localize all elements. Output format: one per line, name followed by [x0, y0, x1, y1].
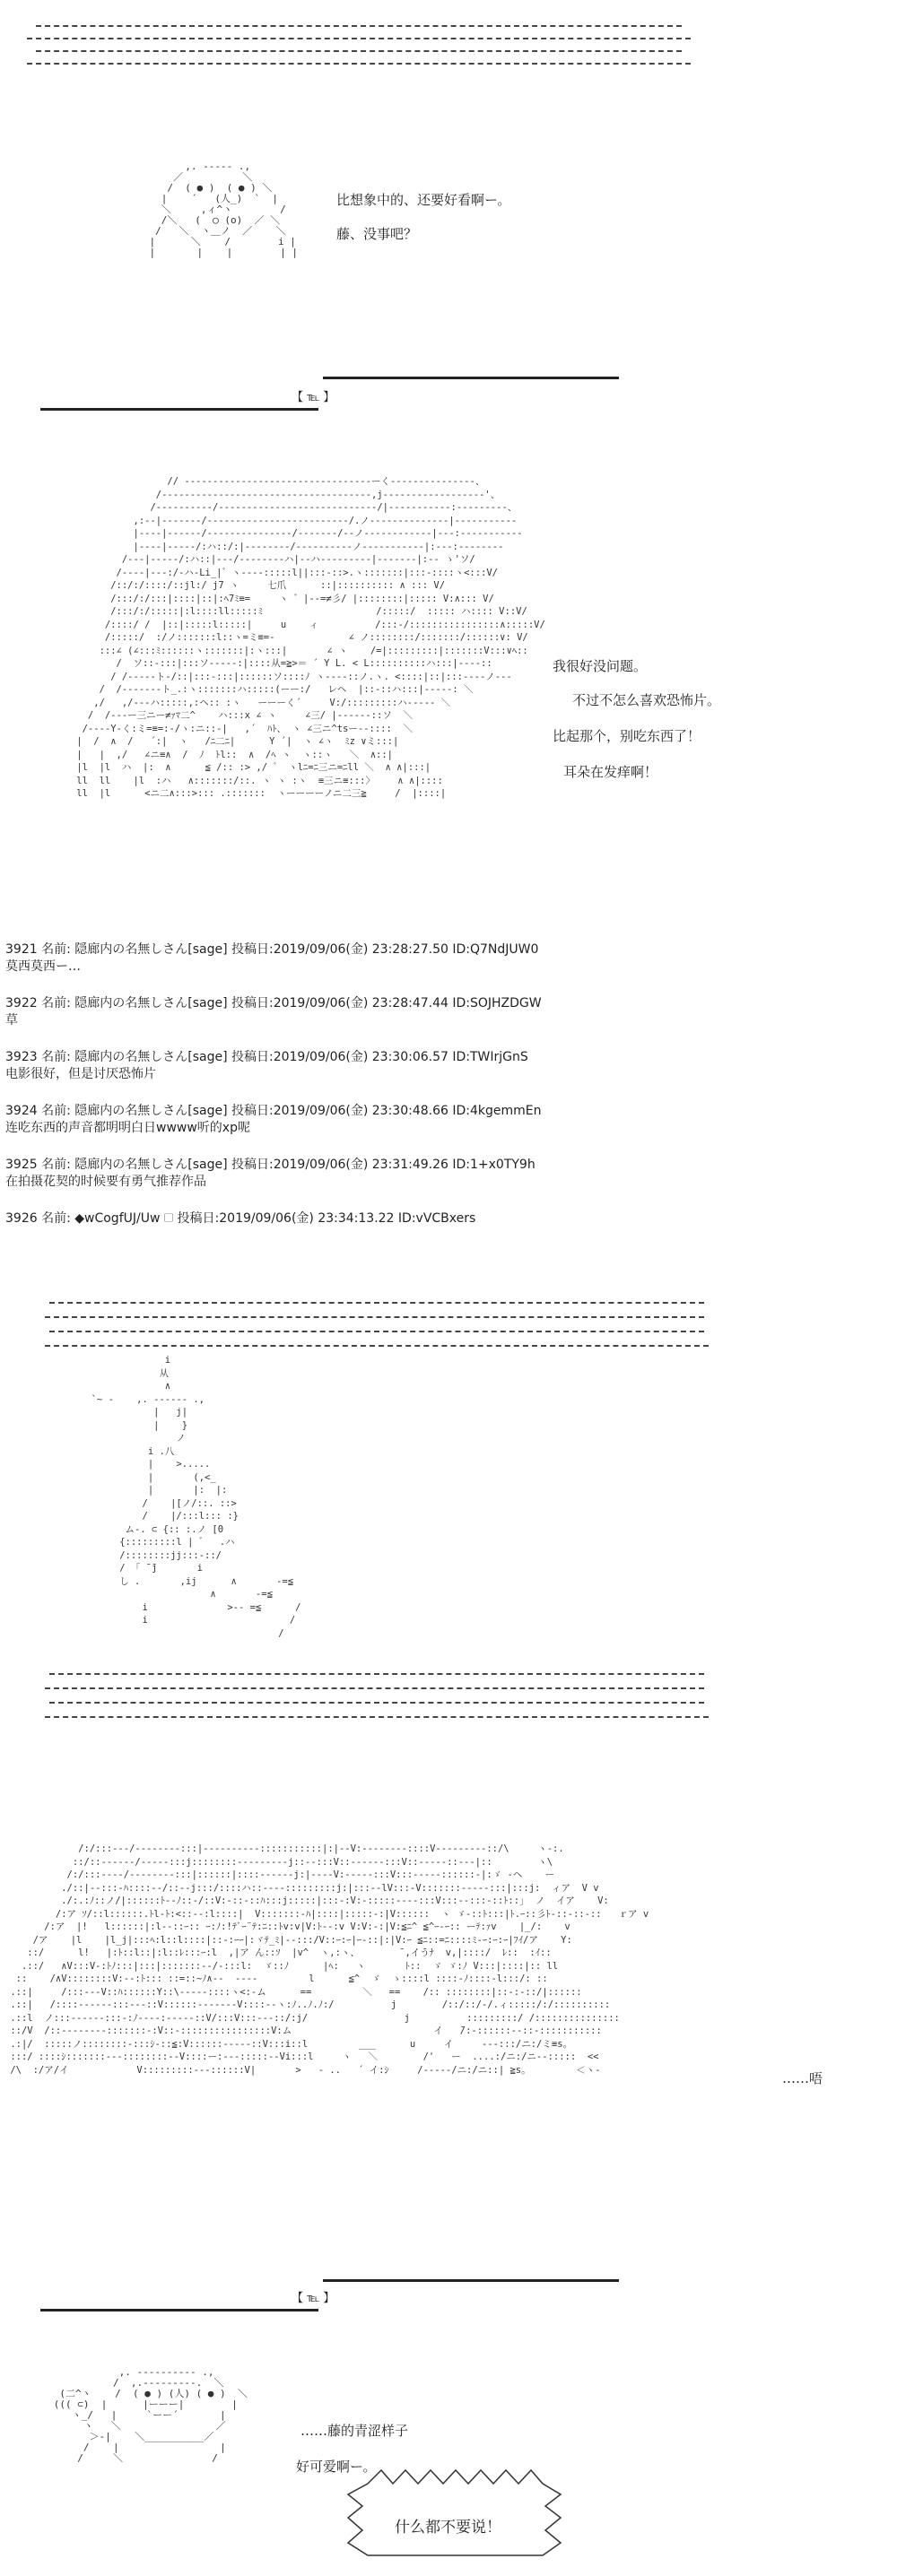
ascii-art-character-face-2: ,. ---------- ., / ,.---------. ＼ (二^ヽ / ( ● ) (人) ( ● ) ＼ ((( ⊂) | |ーーー| | ヽ_/ | `ーー´ | ヽ ＼ ／ ＞-| ＼__________／ / | | / ＼ / [53, 2366, 248, 2464]
dialog-scene2-line4: 耳朵在发痒啊！ [563, 764, 658, 780]
dialog-scene5-line1: ……藤的青涩样子 [300, 2423, 409, 2439]
dialog-scene2-line1: 我很好没问题。 [553, 658, 648, 674]
dialog-scene1-line1: 比想象中的、还要好看啊ー。 [336, 192, 511, 208]
tel-label-1: 【 ℡ 】 [292, 391, 335, 404]
post-header: 3926 名前: ◆wCogfUJ/Uw 🗆 投稿日:2019/09/06(金) 23:34:13.22 ID:vVCBxers [5, 1211, 476, 1226]
post-3924 [5, 1103, 542, 1137]
post-body: 连吃东西的声音都明明白日wwww听的xp呢 [5, 1121, 250, 1135]
ascii-art-standing-figure: i 从 ∧ `~ - ,. ------ ., | j| | } ノ i .八 | >..... | (,<_ | |: |: / |[ノ/::. ::> / |/:::l::: :} ム-. ⊂ {:: :.ノ [0 {:::::::::l | ゛ .ハ /::::::::jj:::-::/ / 「 ̄ ̄j i し . ,ij ∧ -=≦ ∧ -=≦ i >-- =≦ / i / / [91, 1355, 301, 1639]
shout-bubble-text: 什么都不要说！ [395, 2519, 501, 2537]
dialog-scene2-line2: 不过不怎么喜欢恐怖片。 [572, 692, 721, 708]
post-3921 [5, 941, 538, 976]
post-body: 在拍摄花契的时候要有勇气推荐作品 [5, 1175, 206, 1189]
post-header: 3921 名前: 隠廊内の名無しさん[sage] 投稿日:2019/09/06(金) 23:28:27.50 ID:Q7NdJUW0 [5, 942, 539, 957]
post-3923 [5, 1049, 528, 1083]
ascii-art-character-face-1: ,. ----- ., ／ ＼ / ( ● ) ( ● ) ＼ | ´ (人_) ` | ＼ ,ィ^ヽ / /＼ ( ◯ (o) ／ ＼ / ＼ ヽ＿ノ ／ ＼ | ＼ / i | | | | | | [149, 160, 299, 258]
ascii-art-character-scene2: // ---------------------------------ーく---------------、 /-------------------------------------,j------------------'、 /----------/----------------------------/|-----------:---------、 ,:--|-------/-------------------------/.ノ--------------|----------- |----|------/---------------/-------/--ノ------------|---:----------- |----|-----/:ハ::/:|--------/----------ノ-----------|:---:-------- /---|-----/:ハ::|---/--------ハ|--ハ---------|-------|:-- ゝ'ソ/ /----|---:/-ハ-Li_|゛ヽ----:::::l||:::-::>.ヽ:::::::|:::-::::ヽ<:::V/ /::/:/::::/::jl:/ j7 ヽ 七爪 ::|:::::::::: ∧ ::: V/ /:::/:/:::|::::|::|:ﾍ7ﾐ≡= ヽ ゛|--=≠彡/ |::::::::|::::: V:∧::: V/ /:::/:/:::::|:l::::ll:::::ﾐ /:::::/ ::::: ハ:::: V::V/ /::::/ / |::|:::::l:::::| u ィ /:::-/::::::::::::::::∧:::::V/ /:::::/ :/ノ:::::::l::ヽ=ミ≡=- ∠ ノ::::::::/:::::::/::::::∨: V/ :::∠ (∠:::ﾐ::::::ヽ:::::::|:ヽ:::| ∠ ヽ /=|:::::::::|:::::::V:::∨ﾍ:: / ソ::-:::|:::ソ-----:|::::从=≧>＝ ´ Y L. < L::::::::::ハ:::|----:: / /-----ト-/::|:::-:::|::::::ソ::::ﾉ ヽ----::ノ.ヽ. <::::|::|:::----ノ--- / /-------ト_.:ヽ:::::::ハ:::::(ーー:/ レヘ |::-::ハ:::|-----: ＼ ,/ ,/---ハ:::::,:ヘ:: :ヽ ーーーく´ V:/:::::::::ハ----- ＼ / /---ー三ニー≠ｧﾏ二^ ハ:::x ∠ ヽ ∠三/ |------::ソ ＼ /----Y-く:ミ=≡=:-/ヽ:ニ::-| ,´ ﾊﾄ、 ヽ ∠三ニ^tsー--:::: ＼ | / ∧ / ´:| ヽ /ﾆ二ﾆ| Y ´| ヽ ∠ヽ ﾐz ∨ミ:::| | | ,/ ∠ニ≡∧ / ﾉ ﾄl:: ∧ /ﾍ ヽ ヽ::ヽ ＼ ∧::| |l |l ハ |: ∧ ≦ /:: :> ,/ ゛ ヽlﾆ=ﾆ三ニ=ﾆll ＼ ∧ ∧|:::| ll ll |l :ハ ∧:::::::/::. ヽ ヽ :ヽ ≡三ニ≡:::〉 ∧ ∧|:::: ll |l <ニ二∧:::>::: .::::::: ヽーーーーノニ二三≧ / |::::| [76, 476, 545, 799]
post-body: 电影很好，但是讨厌恐怖片 [5, 1067, 156, 1081]
post-3922 [5, 995, 542, 1029]
post-header: 3924 名前: 隠廊内の名無しさん[sage] 投稿日:2019/09/06(金) 23:30:48.66 ID:4kgemmEn [5, 1104, 542, 1118]
dialog-scene4-line1: ……唔 [782, 2070, 823, 2086]
post-3925 [5, 1157, 536, 1191]
post-header: 3925 名前: 隠廊内の名無しさん[sage] 投稿日:2019/09/06(金) 23:31:49.26 ID:1+x0TY9h [5, 1158, 536, 1172]
post-body: 草 [5, 1013, 18, 1028]
post-3926 [5, 1210, 475, 1227]
shout-bubble [341, 2466, 565, 2564]
post-body: 莫西莫西ー… [5, 959, 81, 974]
dialog-scene2-line3: 比起那个，别吃东西了！ [553, 728, 701, 744]
post-header: 3922 名前: 隠廊内の名無しさん[sage] 投稿日:2019/09/06(金) 23:28:47.44 ID:SOJHZDGW [5, 996, 542, 1010]
dialog-scene1-line2: 藤、没事吧？ [336, 226, 418, 242]
tel-label-2: 【 ℡ 】 [292, 2292, 335, 2305]
dialog-scene5-line2: 好可爱啊ー。 [296, 2459, 377, 2475]
post-header: 3923 名前: 隠廊内の名無しさん[sage] 投稿日:2019/09/06(金) 23:30:06.57 ID:TWIrjGnS [5, 1050, 528, 1064]
ascii-art-character-scene4: /:/:::---/--------:::|----------:::::::::::|:|--V:--------::::V---------::/\ ヽ-:. ::/::------/-----:::j::::::::---------j::--:::V::------:::V::-----::---|:: ヽ\ /:/:::----/--------:::|::::::|::::------j:|----V:-----:::V:::-----::::::-|:ゞ -ヘ ー ./::|--:::-ﾊ::::--/::--j:::/::::ハ::----:::::::::j:|:::--lV:::-V:::::::-----:::|:::j: ィア V v ./:.:ﾉ::ノ/|::::::ﾄ--ﾉ::-/::V:-::-::ﾊ:::j:::::|:::-:V:-:::::----:::V:::--:::-::ﾄ::｣ ノ イア V: /:ア ｿ/::l::::::.ﾄl-ﾄ:<::--:l::::| V:::::::-ﾊ|::::|:::::-:|V:::::: ヽ ゞ-::ﾄ:::|ﾄ.ｰ::彡ﾄ-::-::-:: ｒア v /:ア |! l::::::|:l--::ｰ:: ｰ:ﾉ:!ﾃﾞｰ¨ﾃ:ﾆ::ﾄv:v|V:ﾄ--:v V:V:-:|V:≦ﾆ^ ≦^ｰ-ｰ:: ーﾃ:ｧv |_/: v /ア |l |l_j|:::ﾍ:l::l::::|::-:ｰｰ|:ヾﾃ_ﾐ|--:::/V::ｰ:ｰ|ｰ-::|:|V:ｰ ≦ﾆ::=ﾆ::::ﾐ-ｰ:ｰ:ｰ|ﾌｲ/ア Y: ::/ l! |:ﾄ::l::|:l::ﾚ:::ｰ:l ,|ア ん::ｿ |v^ ヽ,:ヽ、 ̄ ,イうﾅ v,|::::/ ﾚ:: :ｲ:: .::/ ∧V:::V-:ﾄﾉ:::|:::|:::::::--/-:::l: ゞ::ﾉ |ﾍ: ヽ ﾄ:: ゞ ゞ:ﾉ V:::|::::|:: ll :: /∧V::::::::V:--:ﾄ::: ::=::~ﾉ∧-- ---- l ≦^ ゞ ゝ::::l ::::-ﾉ::::-l:::/: :: .::| /:::---V::ﾊ::::::Y::\-----::::ヽ<:-ム == ＼ == /:: ::::::::|::-:-::/|:::::: .::| /::::------:::---::V::::::-------V::::--ヽ:ﾉ..ﾉ.ﾉ:/ j /::/::/-/.ィ:::::/:/:::::::::: .::l ノ:::------:::-:ﾉ----:-----::V/:::V:::---::/:j/ j :::::::::/ /::::::::::::::: ::/V /::--------:::::::-:V::-::::::::::::::::V:ム イ ̄/:-::::::--::-::::::::::: .:|/ :::::ノ::::::::-:::ｼ-::≦:V::::::-----::V:::i::l ___ u イ ---:::/ニ:/ミ≡s。 :::/ ::::ｼ:::::::---::::::::--V::::ー:---:::::--Vi:::l ヽ ＼ /' ー ....:/ニ:/ニ--::::: << /\ :/ア/イ V:::::::::---::::::V| > - .. ´ イ:ｼ /-----/ニ:/ニ::| ≧s。 ＜ヽ- [10, 1843, 649, 2076]
